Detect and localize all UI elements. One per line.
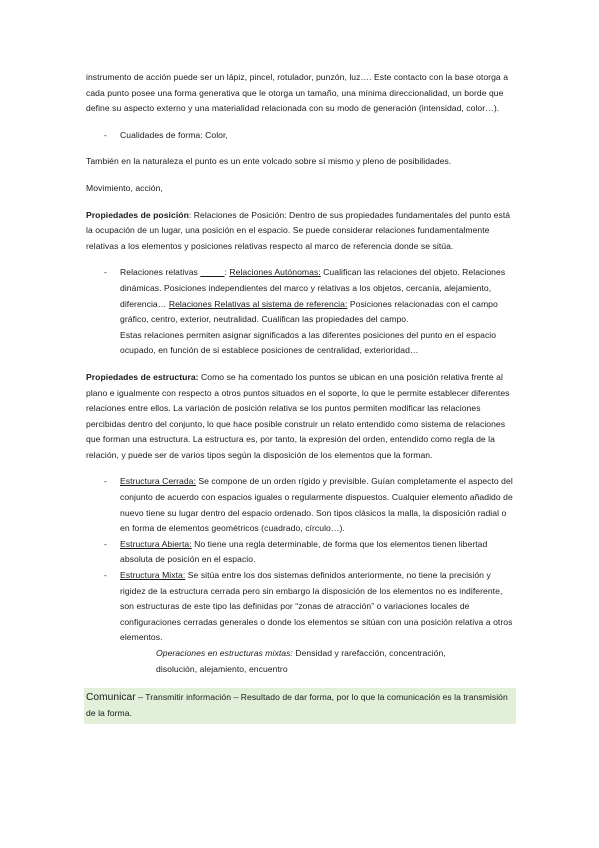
bullet-mixta bbox=[86, 568, 514, 646]
bullet-cerrada bbox=[86, 474, 514, 536]
posicion-text: : Relaciones de Posición: Dentro de sus propiedades fundamentales del punto está la ocupación de un lugar, una posición en el espacio. Se puede considerar relaciones fundamentalmente relativas a los elementos y posiciones relativas respecto al marco de referencia donde se sitúa. bbox=[86, 209, 511, 251]
mixta-operaciones bbox=[86, 646, 514, 662]
relaciones-extra: Estas relaciones permiten asignar significados a las diferentes posiciones del punto en el espacio ocupado, en función de si establece posiciones de centralidad, exterioridad… bbox=[120, 329, 497, 356]
bullet-dash: - bbox=[104, 538, 107, 549]
bullet-dash: - bbox=[104, 570, 107, 581]
paragraph-intro: instrumento de acción puede ser un lápiz, pincel, rotulador, punzón, luz…. Este contacto con la base otorga a cada punto posee una forma generativa que le otorga un tamaño, una mínima direccionalidad, un borde que define su aspecto externo y una materialidad relacionada con su modo de generación (intensidad, color…). bbox=[86, 72, 509, 114]
paragraph-movimiento: Movimiento, acción, bbox=[86, 182, 163, 193]
bullet-dash: - bbox=[104, 476, 107, 487]
relaciones-autonomas-text: Cualifican las relaciones del objeto. Relaciones dinámicas. Posiciones independientes del marco y relativas a los objetos, cercanía, alejamiento, diferencia… bbox=[120, 267, 506, 309]
relaciones-blank: _____ bbox=[200, 267, 225, 278]
mixta-operaciones-cont: disolución, alejamiento, encuentro bbox=[156, 663, 288, 674]
operaciones-text: Densidad y rarefacción, concentración, bbox=[292, 648, 446, 658]
bullet-cualidades bbox=[86, 128, 514, 144]
bullet-dash: - bbox=[104, 267, 107, 278]
relaciones-autonomas-label: Relaciones Autónomas: bbox=[229, 267, 321, 278]
paragraph-posicion bbox=[86, 208, 514, 255]
bullet-dash: - bbox=[104, 129, 107, 140]
abierta-text: No tiene una regla determinable, de forma que los elementos tienen libertad absoluta de posición en el espacio. bbox=[120, 538, 488, 565]
estructura-text: Como se ha comentado los puntos se ubican en una posición relativa frente al plano e igualmente con respecto a otros puntos situados en el soporte, lo que le permite establecer diferentes relaciones entre ellos. La variación de posición relativa se los puntos permiten modificar las relaciones percibidas dentro del conjunto, lo que hace posible construir un relato entendido como sistema de relaciones que forman una estructura. La estructura es, por tanto, la expresión del orden, entendido como regla de la relación, y puede ser de varios tipos según la disposición de los elementos que la forman. bbox=[86, 371, 510, 460]
relaciones-lead: Relaciones relativas bbox=[120, 267, 201, 278]
paragraph-estructura bbox=[86, 370, 514, 464]
comunicar-heading: Comunicar bbox=[86, 692, 136, 704]
document-body bbox=[86, 70, 514, 724]
cerrada-label: Estructura Cerrada: bbox=[120, 476, 196, 487]
mixta-label: Estructura Mixta: bbox=[120, 570, 186, 581]
relaciones-referencia-text: Posiciones relacionadas con el campo gráfico, centro, exterior, neutralidad. Cualifican las propiedades del campo. bbox=[120, 298, 498, 325]
paragraph-naturaleza: También en la naturaleza el punto es un ente volcado sobre sí mismo y pleno de posibilidades. bbox=[86, 156, 452, 167]
bullet-abierta bbox=[86, 537, 514, 568]
comunicar-text: – Transmitir información – Resultado de dar forma, por lo que la comunicación es la transmisión de la forma. bbox=[86, 692, 508, 718]
bullet-cualidades-text: Cualidades de forma: Color, bbox=[120, 129, 228, 140]
relaciones-referencia-label: Relaciones Relativas al sistema de referencia: bbox=[168, 298, 348, 309]
cerrada-text: Se compone de un orden rígido y previsible. Guían completamente el aspecto del conjunto de acuerdo con espacios iguales o regularmente dispuestos. Cualquier elemento añadido de nuevo tiene su lugar dentro del espacio ordenado. Son tipos clásicos la malla, la disposición radial o en forma de elementos geométricos (cuadrado, círculo…). bbox=[120, 476, 513, 534]
comunicar-highlight bbox=[84, 688, 516, 724]
operaciones-label: Operaciones en estructuras mixtas: bbox=[156, 648, 293, 658]
mixta-text: Se sitúa entre los dos sistemas definidos anteriormente, no tiene la precisión y rigidez de la estructura cerrada pero sin embargo la disposición de los elementos no es indiferente, son estructuras de este tipo las definidas por “zonas de atracción” o variaciones locales de configuraciones cerradas generales o donde los elementos se sitúan con una posición relativa a otros elementos. bbox=[120, 570, 513, 643]
estructura-heading: Propiedades de estructura: bbox=[86, 371, 199, 382]
relaciones-colon: : bbox=[224, 267, 230, 278]
bullet-relaciones bbox=[86, 265, 514, 359]
abierta-label: Estructura Abierta: bbox=[120, 538, 192, 549]
posicion-heading: Propiedades de posición bbox=[86, 209, 189, 220]
